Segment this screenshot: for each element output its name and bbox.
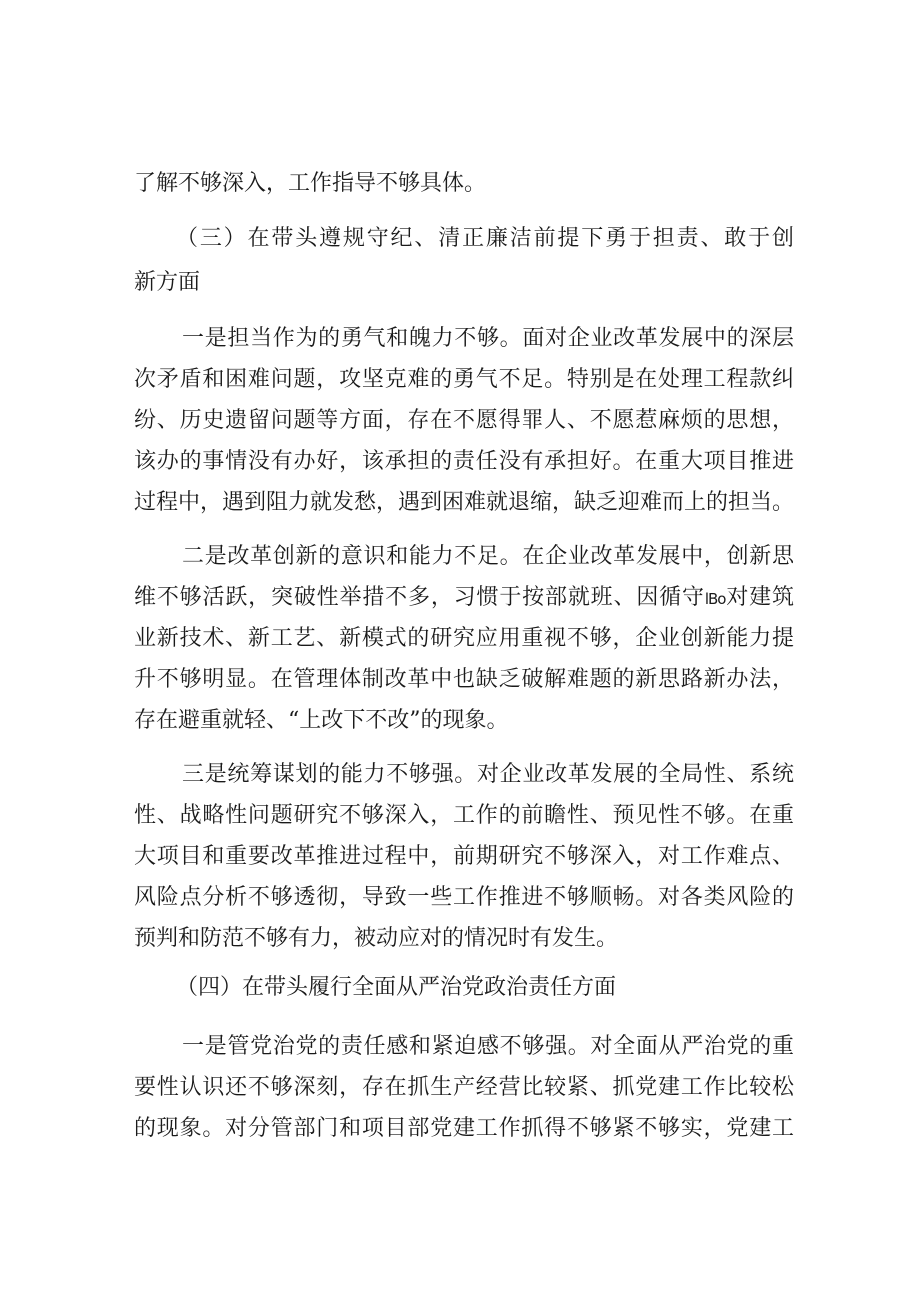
section-heading-3-line-2: 新方面 xyxy=(134,270,201,295)
paragraph-1-line-5: 过程中，遇到阻力就发愁，遇到困难就退缩，缺乏迎难而上的担当。 xyxy=(134,490,795,515)
paragraph-1-line-2: 次矛盾和困难问题，攻坚克难的勇气不足。特别是在处理工程款纠 xyxy=(134,367,794,392)
paragraph-3-line-1: 三是统筹谋划的能力不够强。对企业改革发展的全局性、系统 xyxy=(182,762,794,787)
section-heading-3-line-1: （三）在带头遵规守纪、清正廉洁前提下勇于担责、敢于创 xyxy=(176,226,794,251)
paragraph-2-line-3: 业新技术、新工艺、新模式的研究应用重视不够，企业创新能力提 xyxy=(134,626,794,651)
paragraph-2-line-2 xyxy=(134,581,794,615)
paragraph-1-line-4: 该办的事情没有办好，该承担的责任没有承担好。在重大项目推进 xyxy=(134,449,794,474)
paragraph-2-line-4: 升不够明显。在管理体制改革中也缺乏破解难题的新思路新办法， xyxy=(134,667,794,692)
paragraph-2-line-5: 存在避重就轻、“上改下不改”的现象。 xyxy=(134,708,509,733)
paragraph-3-line-4: 风险点分析不够透彻，导致一些工作推进不够顺畅。对各类风险的 xyxy=(134,885,794,910)
section-heading-4: （四）在带头履行全面从严治党政治责任方面 xyxy=(176,975,617,1000)
paragraph-2-line-1: 二是改革创新的意识和能力不足。在企业改革发展中，创新思 xyxy=(182,544,794,569)
paragraph-4-line-1: 一是管党治党的责任感和紧迫感不够强。对全面从严治党的重 xyxy=(182,1034,794,1059)
paragraph-4-line-2: 要性认识还不够深刻，存在抓生产经营比较紧、抓党建工作比较松 xyxy=(134,1075,794,1100)
paragraph-1-line-1: 一是担当作为的勇气和魄力不够。面对企业改革发展中的深层 xyxy=(182,326,794,351)
inline-mark: lBo xyxy=(704,590,726,608)
paragraph-1-line-3: 纷、历史遗留问题等方面，存在不愿得罪人、不愿惹麻烦的思想， xyxy=(134,408,794,433)
paragraph-3-line-3: 大项目和重要改革推进过程中，前期研究不够深入，对工作难点、 xyxy=(134,844,794,869)
paragraph-3-line-2: 性、战略性问题研究不够深入，工作的前瞻性、预见性不够。在重 xyxy=(134,803,794,828)
paragraph-2-line-2-text: 维不够活跃，突破性举措不多，习惯于按部就班、因循守 xyxy=(134,585,705,610)
text-line-1: 了解不够深入，工作指导不够具体。 xyxy=(134,171,487,196)
paragraph-2-line-2-tail: 对建筑 xyxy=(725,585,794,610)
paragraph-4-line-3: 的现象。对分管部门和项目部党建工作抓得不够紧不够实，党建工 xyxy=(134,1116,794,1141)
paragraph-3-line-5: 预判和防范不够有力，被动应对的情况时有发生。 xyxy=(134,926,619,951)
